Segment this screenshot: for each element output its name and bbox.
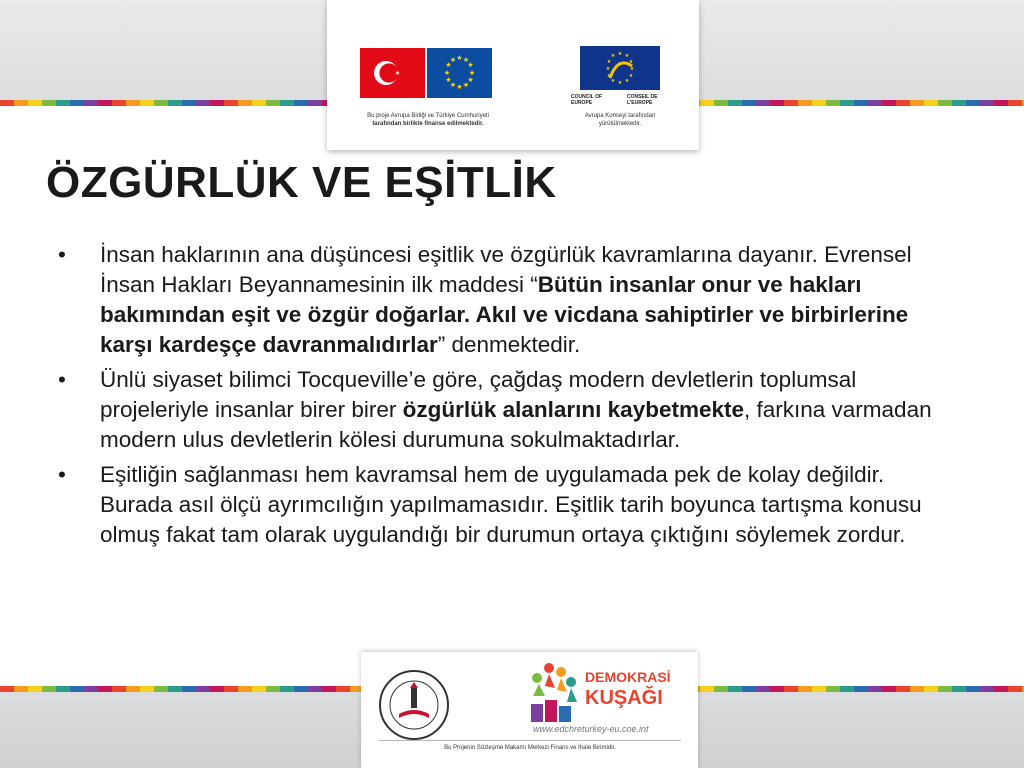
slide-body — [56, 240, 961, 555]
bullet-1-bold-quote: Bütün insanlar onur ve hakları bakımından eşit ve özgür doğarlar. Akıl ve vicdana sahiptirler ve birbirlerine karşı kardeşçe davranmalıdırlar — [100, 272, 909, 357]
svg-text:★: ★ — [624, 78, 630, 84]
svg-text:★: ★ — [445, 61, 452, 69]
turkey-flag-icon — [360, 48, 425, 98]
bullet-3-text: Eşitliğin sağlanması hem kavramsal hem de uygulamada pek de kolay değildir. Burada asıl ölçü ayrımcılığın yapılmamasıdır. Eşitlik tarih boyunca tartışma konusu olmuş fakat tam olarak uygulandığı bir durumun ortaya çıktığını söylemek zordur. — [100, 462, 922, 547]
svg-text:★: ★ — [606, 73, 612, 79]
dk-logo-line-1: DEMOKRASİ — [585, 669, 671, 685]
bullet-2-bold-phrase: özgürlük alanlarını kaybetmekte — [402, 397, 744, 422]
svg-text:★: ★ — [445, 76, 452, 84]
svg-text:★: ★ — [605, 66, 611, 72]
bullet-1-text-part-1: İnsan haklarının ana düşüncesi eşitlik ve özgürlük kavramlarına dayanır. Evrensel İnsan Hakları Beyannamesinin ilk maddesi “ — [100, 242, 912, 297]
council-of-europe-logo-icon — [580, 46, 660, 90]
coe-name-french: CONSEIL DE L'EUROPE — [627, 94, 658, 106]
eu-flag-icon — [427, 48, 492, 98]
svg-text:★: ★ — [462, 81, 470, 89]
sponsor-logo-card — [327, 0, 699, 150]
bullet-item-1 — [56, 240, 961, 360]
bullet-2-text-part-1: Ünlü siyaset bilimci Tocqueville’e göre, çağdaş modern devletlerin toplumsal projeleriyle insanlar birer birer — [100, 367, 857, 422]
partner-logo-card — [361, 652, 698, 768]
svg-text:★: ★ — [449, 56, 457, 64]
svg-text:★: ★ — [443, 69, 451, 77]
svg-text:★: ★ — [629, 66, 635, 72]
svg-text:★: ★ — [610, 53, 616, 59]
eu-caption-line-1: Bu proje Avrupa Birliği ve Türkiye Cumhuriyeti — [367, 113, 489, 119]
bullet-item-2 — [56, 365, 961, 455]
dk-logo-line-2: KUŞAĞI — [585, 687, 663, 709]
bullet-marker: • — [58, 367, 66, 392]
coe-caption-line-2: yürütülmektedir. — [598, 121, 642, 127]
eu-caption-line-2: tarafından birlikte finanse edilmektedir. — [372, 121, 484, 127]
coe-caption — [565, 112, 675, 128]
bullet-marker: • — [58, 462, 66, 487]
bullet-item-3 — [56, 460, 961, 550]
card-divider — [379, 740, 681, 741]
svg-text:★: ★ — [617, 80, 623, 86]
coe-name-english: COUNCIL OF EUROPE — [571, 94, 603, 106]
svg-text:★: ★ — [617, 51, 623, 57]
svg-text:★: ★ — [628, 73, 634, 79]
svg-text:★: ★ — [468, 69, 476, 77]
svg-text:★: ★ — [456, 54, 463, 62]
svg-text:★: ★ — [456, 83, 463, 91]
svg-text:★: ★ — [449, 81, 457, 89]
demokrasi-kusagi-url: www.edchreturkey-eu.coe.int — [533, 724, 649, 734]
coe-caption-line-1: Avrupa Konseyi tarafından — [584, 113, 656, 119]
svg-text:★: ★ — [628, 59, 634, 65]
bullet-list — [56, 240, 961, 550]
svg-text:★: ★ — [624, 53, 630, 59]
meb-seal-icon — [377, 668, 451, 742]
bullet-1-text-part-2: ” denmektedir. — [437, 332, 581, 357]
eu-funding-caption — [353, 112, 503, 128]
slide-title: ÖZGÜRLÜK VE EŞİTLİK — [46, 158, 557, 207]
council-of-europe-name — [571, 94, 671, 106]
svg-text:★: ★ — [610, 78, 616, 84]
svg-text:★: ★ — [462, 56, 470, 64]
svg-text:★: ★ — [467, 61, 474, 69]
svg-text:★: ★ — [606, 59, 612, 65]
bullet-2-text-part-2: , farkına varmadan modern ulus devletlerin kölesi durumuna sokulmaktadırlar. — [100, 397, 932, 452]
bullet-marker: • — [58, 242, 66, 267]
svg-text:★: ★ — [467, 76, 474, 84]
contracting-authority-caption: Bu Projenin Sözleşme Makamı Merkezi Finans ve İhale Birimidir. — [444, 745, 616, 751]
